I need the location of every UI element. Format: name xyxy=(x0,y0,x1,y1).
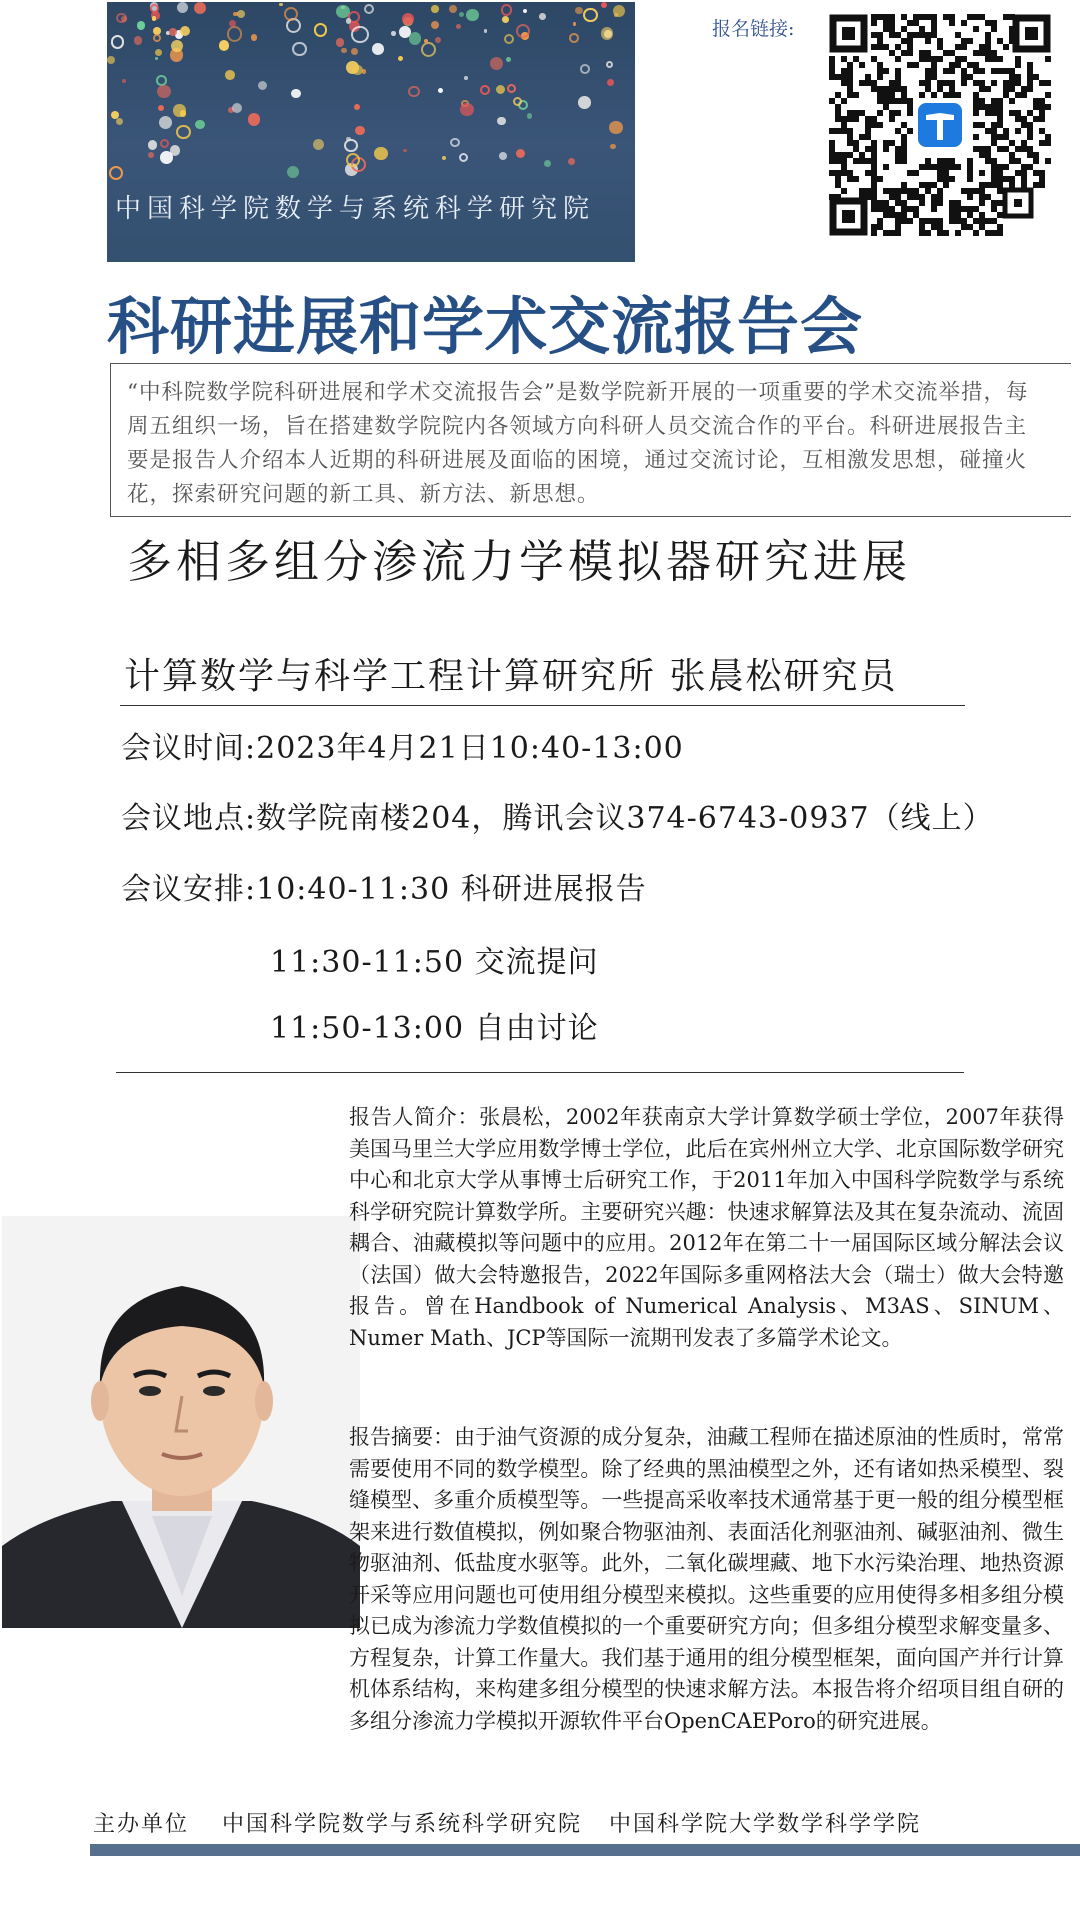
confetti-dot xyxy=(258,81,267,90)
intro-text: “中科院数学院科研进展和学术交流报告会”是数学院新开展的一项重要的学术交流举措，每周五组织一场，旨在搭建数学院院内各领域方向科研人员交流合作的平台。科研进展报告主要是报告人介绍本人近期的科研进展及面临的困境，通过交流讨论，互相激发思想，碰撞火花，探索研究问题的新工具、新方法、新思想。 xyxy=(127,380,1029,507)
header-banner xyxy=(107,2,635,262)
meeting-schedule-3: 11:50-13:00 自由讨论 xyxy=(270,1011,599,1046)
confetti-dot xyxy=(152,16,156,20)
confetti-dot xyxy=(111,35,124,48)
confetti-dot xyxy=(156,75,167,86)
qr-code-icon[interactable] xyxy=(829,14,1051,236)
confetti-dot xyxy=(450,138,460,148)
confetti-dot xyxy=(364,4,374,14)
confetti-dot xyxy=(346,137,350,141)
confetti-dot xyxy=(610,144,616,150)
confetti-dot xyxy=(251,34,258,41)
confetti-dot xyxy=(607,79,614,86)
confetti-dot xyxy=(391,31,396,36)
confetti-dot xyxy=(194,2,206,14)
confetti-dot xyxy=(374,147,388,161)
confetti-dot xyxy=(575,7,582,14)
confetti-dot xyxy=(341,48,347,54)
confetti-dot xyxy=(232,103,242,113)
registration-label: 报名链接: xyxy=(712,18,795,40)
confetti-dot xyxy=(279,3,283,7)
meeting-schedule: 会议安排:10:40-11:30 科研进展报告 xyxy=(121,872,647,907)
speaker-photo xyxy=(2,1216,360,1628)
confetti-dot xyxy=(502,16,509,23)
confetti-dot xyxy=(109,166,123,180)
confetti-dot xyxy=(313,139,324,150)
talk-title: 多相多组分渗流力学模拟器研究进展 xyxy=(127,535,912,588)
confetti-dot xyxy=(362,69,366,73)
confetti-dot xyxy=(248,113,260,125)
confetti-dot xyxy=(499,152,507,160)
confetti-dot xyxy=(292,42,306,56)
confetti-dot xyxy=(601,27,614,40)
confetti-dot xyxy=(291,89,300,98)
meeting-place: 会议地点:数学院南楼204，腾讯会议374-6743-0937（线上） xyxy=(121,801,994,836)
confetti-dot xyxy=(180,26,190,36)
confetti-dot xyxy=(398,56,403,61)
confetti-dot xyxy=(606,61,613,68)
confetti-dot xyxy=(466,9,478,21)
confetti-dot xyxy=(372,43,384,55)
organizer-1: 中国科学院数学与系统科学研究院 xyxy=(222,1812,583,1837)
confetti-dot xyxy=(568,158,575,165)
confetti-dot xyxy=(177,2,188,13)
confetti-dot xyxy=(527,113,533,119)
meeting-time: 会议时间:2023年4月21日10:40-13:00 xyxy=(121,731,684,766)
confetti-dot xyxy=(484,29,487,32)
confetti-dot xyxy=(219,40,230,51)
confetti-dot xyxy=(506,57,512,63)
confetti-dot xyxy=(107,56,115,64)
speaker-bio: 报告人简介：张晨松，2002年获南京大学计算数学硕士学位，2007年获得美国马里兰大学应用数学博士学位，此后在宾州州立大学、北京国际数学研究中心和北京大学从事博士后研究工作，于2011年加入中国科学院数学与系统科学研究院计算数学所。主要研究兴趣：快速求解算法及其在复杂流动、流固耦合、油藏模拟等问题中的应用。2012年在第二十一届国际区域分解法会议（法国）做大会特邀报告，2022年国际多重网格法大会（瑞士）做大会特邀报告。曾在Handbook of Numerical Analysis、M3AS、SINUM、Numer Math、JCP等国际一流期刊发表了多篇学术论文。 xyxy=(349,1105,1064,1350)
confetti-dot xyxy=(459,12,464,17)
confetti-dot xyxy=(504,34,514,44)
confetti-dot xyxy=(501,4,512,15)
confetti-dot xyxy=(287,166,299,178)
confetti-dot xyxy=(464,76,467,79)
confetti-dot xyxy=(490,57,503,70)
confetti-dot xyxy=(176,125,190,139)
confetti-dot xyxy=(460,103,473,116)
confetti-dot xyxy=(513,97,522,106)
confetti-dot xyxy=(583,8,598,23)
confetti-dot xyxy=(497,117,506,126)
confetti-dot xyxy=(180,110,187,117)
confetti-dot xyxy=(516,149,525,158)
organizer-label: 主办单位 xyxy=(93,1812,190,1837)
confetti-dot xyxy=(496,85,505,94)
confetti-dot xyxy=(352,65,362,75)
confetti-dot xyxy=(580,64,590,74)
confetti-dot xyxy=(438,88,443,93)
confetti-dot xyxy=(195,120,204,129)
confetti-dot xyxy=(609,121,622,134)
confetti-dot xyxy=(424,39,428,43)
confetti-dot xyxy=(409,32,421,44)
confetti-dot xyxy=(408,86,420,98)
confetti-dot xyxy=(507,84,516,93)
confetti-dot xyxy=(544,160,551,167)
confetti-dot xyxy=(523,9,527,13)
confetti-dot xyxy=(237,10,245,18)
organizer-line xyxy=(93,1807,921,1838)
confetti-dot xyxy=(569,33,579,43)
confetti-dot xyxy=(160,151,173,164)
confetti-dot xyxy=(314,23,328,37)
confetti-dot xyxy=(227,26,243,42)
confetti-dot xyxy=(573,22,576,25)
confetti-dot xyxy=(153,34,161,42)
confetti-dot xyxy=(336,38,345,47)
confetti-dot xyxy=(346,18,351,23)
confetti-dot xyxy=(431,5,438,12)
confetti-dot xyxy=(137,21,145,29)
confetti-dot xyxy=(480,85,490,95)
confetti-dot xyxy=(355,126,364,135)
talk-abstract: 报告摘要：由于油气资源的成分复杂，油藏工程师在描述原油的性质时，常常需要使用不同的数学模型。除了经典的黑油模型之外，还有诸如热采模型、裂缝模型、多重介质模型等。一些提高采收率技术通常基于更一般的组分模型框架来进行数值模拟，例如聚合物驱油剂、表面活化剂驱油剂、碱驱油剂、微生物驱油剂、低盐度水驱等。此外，二氧化碳埋藏、地下水污染治理、地热资源开采等应用问题也可使用组分模型来模拟。这些重要的应用使得多相多组分模拟已成为渗流力学数值模拟的一个重要研究方向；但多组分模型求解变量多、方程复杂，计算工作量大。我们基于通用的组分模型框架，面向国产并行计算机体系结构，来构建多组分模型的快速求解方法。本报告将介绍项目组自研的多组分渗流力学模拟开源软件平台OpenCAEPoro的研究进展。 xyxy=(349,1425,1064,1733)
confetti-dot xyxy=(435,37,441,43)
confetti-dot xyxy=(354,104,360,110)
confetti-dot xyxy=(134,36,142,44)
organizer-2: 中国科学院大学数学科学学院 xyxy=(609,1812,922,1837)
confetti-dot xyxy=(449,5,457,13)
confetti-dot xyxy=(403,149,406,152)
confetti-dot xyxy=(431,21,439,29)
confetti-dot xyxy=(169,28,177,36)
confetti-dot xyxy=(148,152,154,158)
confetti-dot xyxy=(155,57,158,60)
confetti-dot xyxy=(148,140,157,149)
confetti-dot xyxy=(155,49,162,56)
confetti-dot xyxy=(160,139,169,148)
divider xyxy=(116,1072,964,1073)
confetti-dot xyxy=(158,105,164,111)
confetti-dot xyxy=(578,96,591,109)
confetti-dot xyxy=(122,79,127,84)
divider xyxy=(120,705,965,706)
confetti-dot xyxy=(159,116,172,129)
banner-institute-name: 中国科学院数学与系统科学研究院 xyxy=(115,194,596,224)
confetti-dot xyxy=(116,118,124,126)
confetti-dot xyxy=(157,85,171,99)
confetti-dot xyxy=(351,48,358,55)
confetti-dot xyxy=(351,26,368,43)
confetti-dot xyxy=(121,16,127,22)
confetti-dot xyxy=(456,24,461,29)
page-title: 科研进展和学术交流报告会 xyxy=(107,290,864,363)
confetti-dot xyxy=(225,70,235,80)
intro-box xyxy=(110,363,1071,517)
confetti-dot xyxy=(539,13,546,20)
confetti-dot xyxy=(459,153,468,162)
speaker-line: 计算数学与科学工程计算研究所 张晨松研究员 xyxy=(124,656,898,697)
confetti-dot xyxy=(421,42,436,57)
footer-bar xyxy=(90,1844,1080,1856)
confetti-dot xyxy=(601,2,607,8)
confetti-dot xyxy=(442,156,446,160)
meeting-schedule-2: 11:30-11:50 交流提问 xyxy=(270,945,599,980)
